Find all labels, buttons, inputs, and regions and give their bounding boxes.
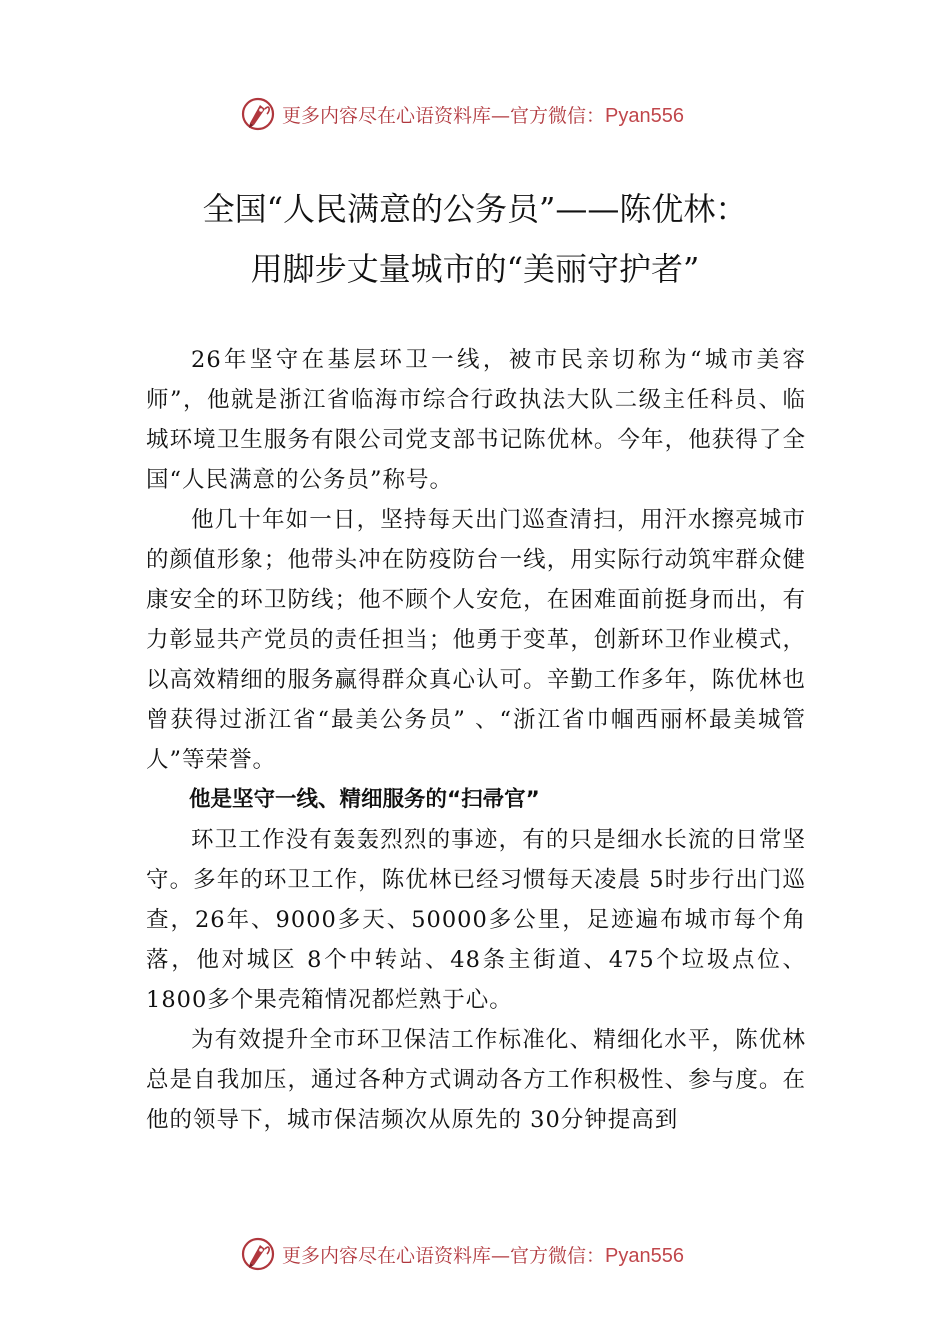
paragraph-section-2: 为有效提升全市环卫保洁工作标准化、精细化水平，陈优林总是自我加压，通过各种方式调动各方工作积极性、参与度。在他的领导下，城市保洁频次从原先的 30分钟提高到 <box>146 1027 806 1133</box>
paragraph-section-1: 环卫工作没有轰轰烈烈的事迹，有的只是细水长流的日常坚守。多年的环卫工作，陈优林已经习惯每天凌晨 5时步行出门巡查，26年、9000多天、50000多公里，足迹遍布城市每个角落，他对城区 8个中转站、48条主街道、475个垃圾点位、1800多个果壳箱情况都烂熟于心。 <box>146 827 806 1013</box>
pen-nib-logo-icon <box>240 96 276 132</box>
watermark-wechat-id-bottom: Pyan556 <box>605 1244 684 1267</box>
watermark-label-bottom: 更多内容尽在心语资料库—官方微信： <box>282 1244 606 1267</box>
paragraph-summary: 他几十年如一日，坚持每天出门巡查清扫，用汗水擦亮城市的颜值形象；他带头冲在防疫防台一线，用实际行动筑牢群众健康安全的环卫防线；他不顾个人安危，在困难面前挺身而出，有力彰显共产党员的责任担当；他勇于变革，创新环卫作业模式，以高效精细的服务赢得群众真心认可。辛勤工作多年，陈优林也曾获得过浙江省“最美公务员” 、“浙江省巾帼西丽杯最美城管人”等荣誉。 <box>146 507 806 773</box>
watermark-banner-top <box>0 92 950 136</box>
watermark-content-bottom <box>240 1232 684 1276</box>
watermark-wechat-id: Pyan556 <box>605 104 684 127</box>
article-body <box>146 340 806 1140</box>
watermark-text-bottom <box>282 1241 684 1268</box>
watermark-label: 更多内容尽在心语资料库—官方微信： <box>282 104 606 127</box>
watermark-banner-bottom <box>0 1232 950 1276</box>
section-heading: 他是坚守一线、精细服务的“扫帚官” <box>189 787 540 812</box>
article-title-line1: 全国“人民满意的公务员”——陈优林： <box>202 190 748 228</box>
watermark-text <box>282 101 684 128</box>
pen-nib-logo-icon-bottom <box>240 1236 276 1272</box>
watermark-content <box>240 92 684 136</box>
paragraph-intro: 26年坚守在基层环卫一线，被市民亲切称为“城市美容师”，他就是浙江省临海市综合行政执法大队二级主任科员、临城环境卫生服务有限公司党支部书记陈优林。今年，他获得了全国“人民满意的公务员”称号。 <box>146 347 806 493</box>
article-title-line2: 用脚步丈量城市的“美丽守护者” <box>250 250 700 288</box>
